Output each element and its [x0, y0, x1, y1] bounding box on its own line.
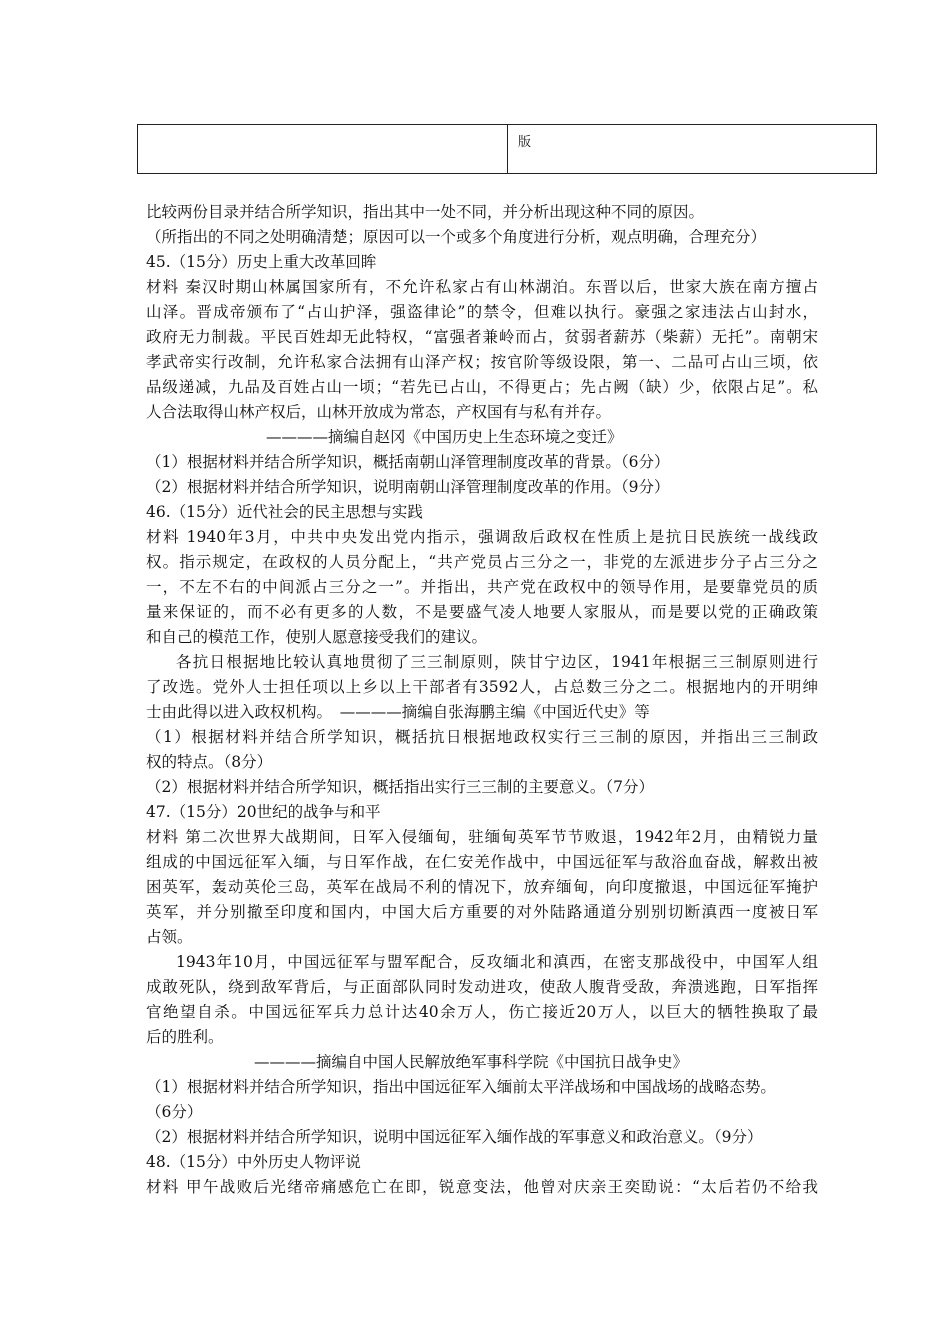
text-line: 和自己的模范工作，使别人愿意接受我们的建议。 [146, 628, 488, 646]
text-line: 后的胜利。 [146, 1028, 224, 1046]
text-line: 困英军，轰动英伦三岛，英军在战局不利的情况下，放弃缅甸，向印度撤退，中国远征军掩护 [146, 878, 818, 896]
text-line: 比较两份目录并结合所学知识，指出其中一处不同，并分析出现这种不同的原因。 [146, 203, 705, 221]
text-line: 权。指示规定，在政权的人员分配上，“共产党员占三分之一，非党的左派进步分子占三分之 [146, 553, 818, 571]
table-divider [507, 125, 508, 173]
text-line: 权的特点。（8分） [146, 753, 273, 771]
sub-question: （1）根据材料并结合所学知识，指出中国远征军入缅前太平洋战场和中国战场的战略态势。 [146, 1078, 776, 1096]
header-table [137, 124, 877, 174]
text-line: 孝武帝实行改制，允许私家合法拥有山泽产权；按官阶等级设限，第一、二品可占山三顷，依 [146, 353, 818, 371]
text-line: 英军，并分别撤至印度和国内，中国大后方重要的对外陆路通道分别别切断滇西一度被日军 [146, 903, 818, 921]
text-line: 量来保证的，而不必有更多的人数，不是要盛气凌人地要人家服从，而是要以党的正确政策 [146, 603, 818, 621]
text-line: 政府无力制裁。平民百姓却无此特权，“富强者兼岭而占，贫弱者薪苏（柴薪）无托”。南朝宋 [146, 328, 818, 346]
sub-question: （2）根据材料并结合所学知识，概括指出实行三三制的主要意义。（7分） [146, 778, 654, 796]
text-line: 了改选。党外人士担任项以上乡以上干部者有3592人，占总数三分之二。根据地内的开明绅 [146, 678, 818, 696]
text-line: 山泽。晋成帝颁布了“占山护泽，强盗律论”的禁令，但难以执行。豪强之家违法占山封水， [146, 303, 818, 321]
document-body [146, 200, 818, 1200]
question-heading: 47.（15分）20世纪的战争与和平 [146, 803, 381, 821]
text-line: 各抗日根据地比较认真地贯彻了三三制原则，陕甘宁边区，1941年根据三三制原则进行 [176, 653, 818, 671]
text-line: 材料 秦汉时期山林属国家所有，不允许私家占有山林湖泊。东晋以后，世家大族在南方擅占 [146, 278, 818, 296]
text-line: 占领。 [146, 928, 193, 946]
text-line: 士由此得以进入政权机构。 ————摘编自张海鹏主编《中国近代史》等 [146, 703, 650, 721]
source-citation: ————摘编自中国人民解放绝军事科学院《中国抗日战争史》 [254, 1053, 689, 1071]
source-citation: ————摘编自赵冈《中国历史上生态环境之变迁》 [266, 428, 623, 446]
text-line: 材料 1940年3月，中共中央发出党内指示，强调敌后政权在性质上是抗日民族统一战线政 [146, 528, 818, 546]
text-line: （所指出的不同之处明确清楚；原因可以一个或多个角度进行分析，观点明确，合理充分） [146, 228, 767, 246]
table-cell-right: 版 [518, 135, 532, 150]
question-heading: 45.（15分）历史上重大改革回眸 [146, 253, 377, 271]
text-line: 一，不左不右的中间派占三分之一”。并指出，共产党在政权中的领导作用，是要靠党员的质 [146, 578, 818, 596]
sub-question: （1）根据材料并结合所学知识，概括南朝山泽管理制度改革的背景。（6分） [146, 453, 670, 471]
sub-question: （2）根据材料并结合所学知识，说明中国远征军入缅作战的军事意义和政治意义。（9分） [146, 1128, 763, 1146]
text-line: （6分） [146, 1103, 203, 1121]
text-line: 官绝望自杀。中国远征军兵力总计达40余万人，伤亡接近20万人，以巨大的牺牲换取了最 [146, 1003, 818, 1021]
sub-question: （1）根据材料并结合所学知识，概括抗日根据地政权实行三三制的原因，并指出三三制政 [146, 728, 818, 746]
text-line: 1943年10月，中国远征军与盟军配合，反攻缅北和滇西，在密支那战役中，中国军人组 [176, 953, 818, 971]
text-line: 人合法取得山林产权后，山林开放成为常态，产权国有与私有并存。 [146, 403, 612, 421]
question-heading: 48.（15分）中外历史人物评说 [146, 1153, 361, 1171]
text-line: 品级递减，九品及百姓占山一顷；“若先已占山，不得更占；先占阙（缺）少，依限占足”。私 [146, 378, 818, 396]
question-heading: 46.（15分）近代社会的民主思想与实践 [146, 503, 423, 521]
text-line: 成敢死队，绕到敌军背后，与正面部队同时发动进攻，使敌人腹背受敌，奔溃逃跑，日军指挥 [146, 978, 818, 996]
text-line: 组成的中国远征军入缅，与日军作战，在仁安羌作战中，中国远征军与敌浴血奋战，解救出被 [146, 853, 818, 871]
sub-question: （2）根据材料并结合所学知识，说明南朝山泽管理制度改革的作用。（9分） [146, 478, 670, 496]
text-line: 材料 甲午战败后光绪帝痛感危亡在即，锐意变法，他曾对庆亲王奕劻说：“太后若仍不给我 [146, 1178, 818, 1196]
text-line: 材料 第二次世界大战期间，日军入侵缅甸，驻缅甸英军节节败退，1942年2月，由精锐力量 [146, 828, 818, 846]
